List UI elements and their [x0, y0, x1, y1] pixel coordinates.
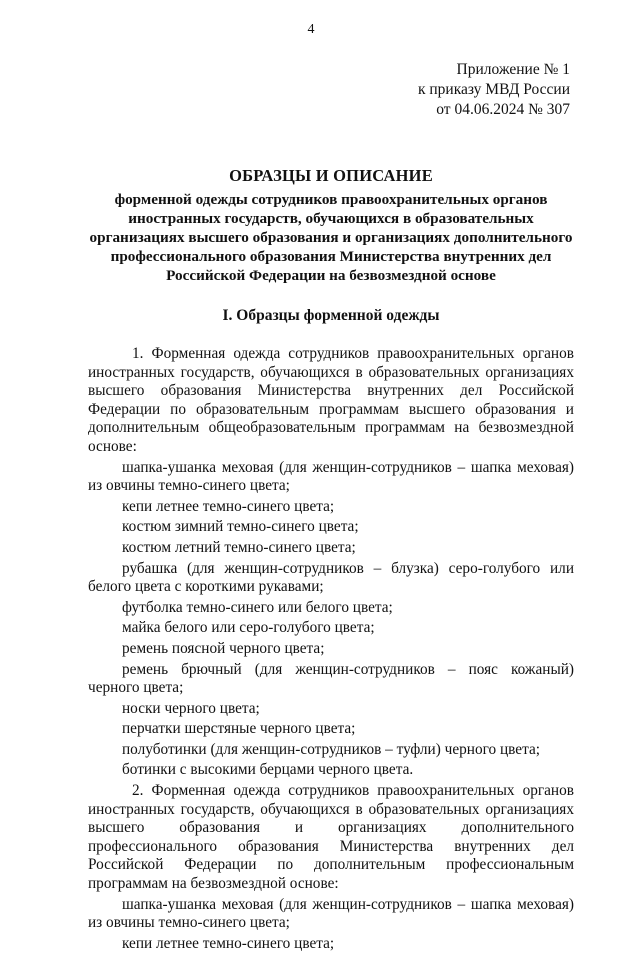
document-body	[88, 345, 574, 953]
paragraph-1: 1. Форменная одежда сотрудников правоохранительных органов иностранных государств, обучающихся в образовательных организациях высшего образования Министерства внутренних дел Российской Федерации по образовательным программам высшего образования и дополнительным общеобразовательным программам на безвозмездной основе:	[88, 345, 574, 455]
list1-item: ботинки с высокими берцами черного цвета.	[122, 761, 414, 779]
list1-item: рубашка (для женщин-сотрудников – блузка) серо-голубого или белого цвета с короткими рукавами;	[88, 559, 574, 596]
annex-block	[410, 60, 570, 120]
list1-item: перчатки шерстяные черного цвета;	[122, 720, 356, 738]
document-title: ОБРАЗЦЫ И ОПИСАНИЕ	[229, 166, 433, 185]
list1-item: футболка темно-синего или белого цвета;	[122, 598, 393, 616]
page-number: 4	[307, 22, 315, 37]
list1-item: шапка-ушанка меховая (для женщин-сотрудников – шапка меховая) из овчины темно-синего цвета;	[88, 458, 574, 495]
annex-line-3: от 04.06.2024 № 307	[436, 101, 570, 118]
list1-item: носки черного цвета;	[122, 699, 260, 717]
list1-item: костюм летний темно-синего цвета;	[122, 538, 356, 556]
document-subtitle: форменной одежды сотрудников правоохранительных органов иностранных государств, обучающихся в образовательных организациях высшего образования и организациях дополнительного профессионального образования Министерства внутренних дел Российской Федерации на безвозмездной основе	[89, 191, 573, 284]
list1-item: майка белого или серо-голубого цвета;	[122, 619, 375, 637]
list1-item: полуботинки (для женщин-сотрудников – туфли) черного цвета;	[122, 740, 540, 758]
list2-item: шапка-ушанка меховая (для женщин-сотрудников – шапка меховая) из овчины темно-синего цвета;	[88, 895, 574, 932]
list1-item: кепи летнее темно-синего цвета;	[122, 497, 335, 515]
list1-item: ремень брючный (для женщин-сотрудников – пояс кожаный) черного цвета;	[88, 660, 574, 697]
annex-line-2: к приказу МВД России	[417, 81, 570, 98]
list1-item: ремень поясной черного цвета;	[122, 639, 325, 657]
section-heading: I. Образцы форменной одежды	[222, 307, 440, 324]
paragraph-2: 2. Форменная одежда сотрудников правоохранительных органов иностранных государств, обучающихся в образовательных организациях высшего образования и организациях дополнительного профессионального образования Министерства внутренних дел Российской Федерации по дополнительным профессиональным программам на безвозмездной основе:	[88, 782, 574, 893]
annex-line-1: Приложение № 1	[456, 61, 570, 78]
list1-item: костюм зимний темно-синего цвета;	[122, 518, 359, 536]
list2-item: кепи летнее темно-синего цвета;	[122, 934, 335, 952]
